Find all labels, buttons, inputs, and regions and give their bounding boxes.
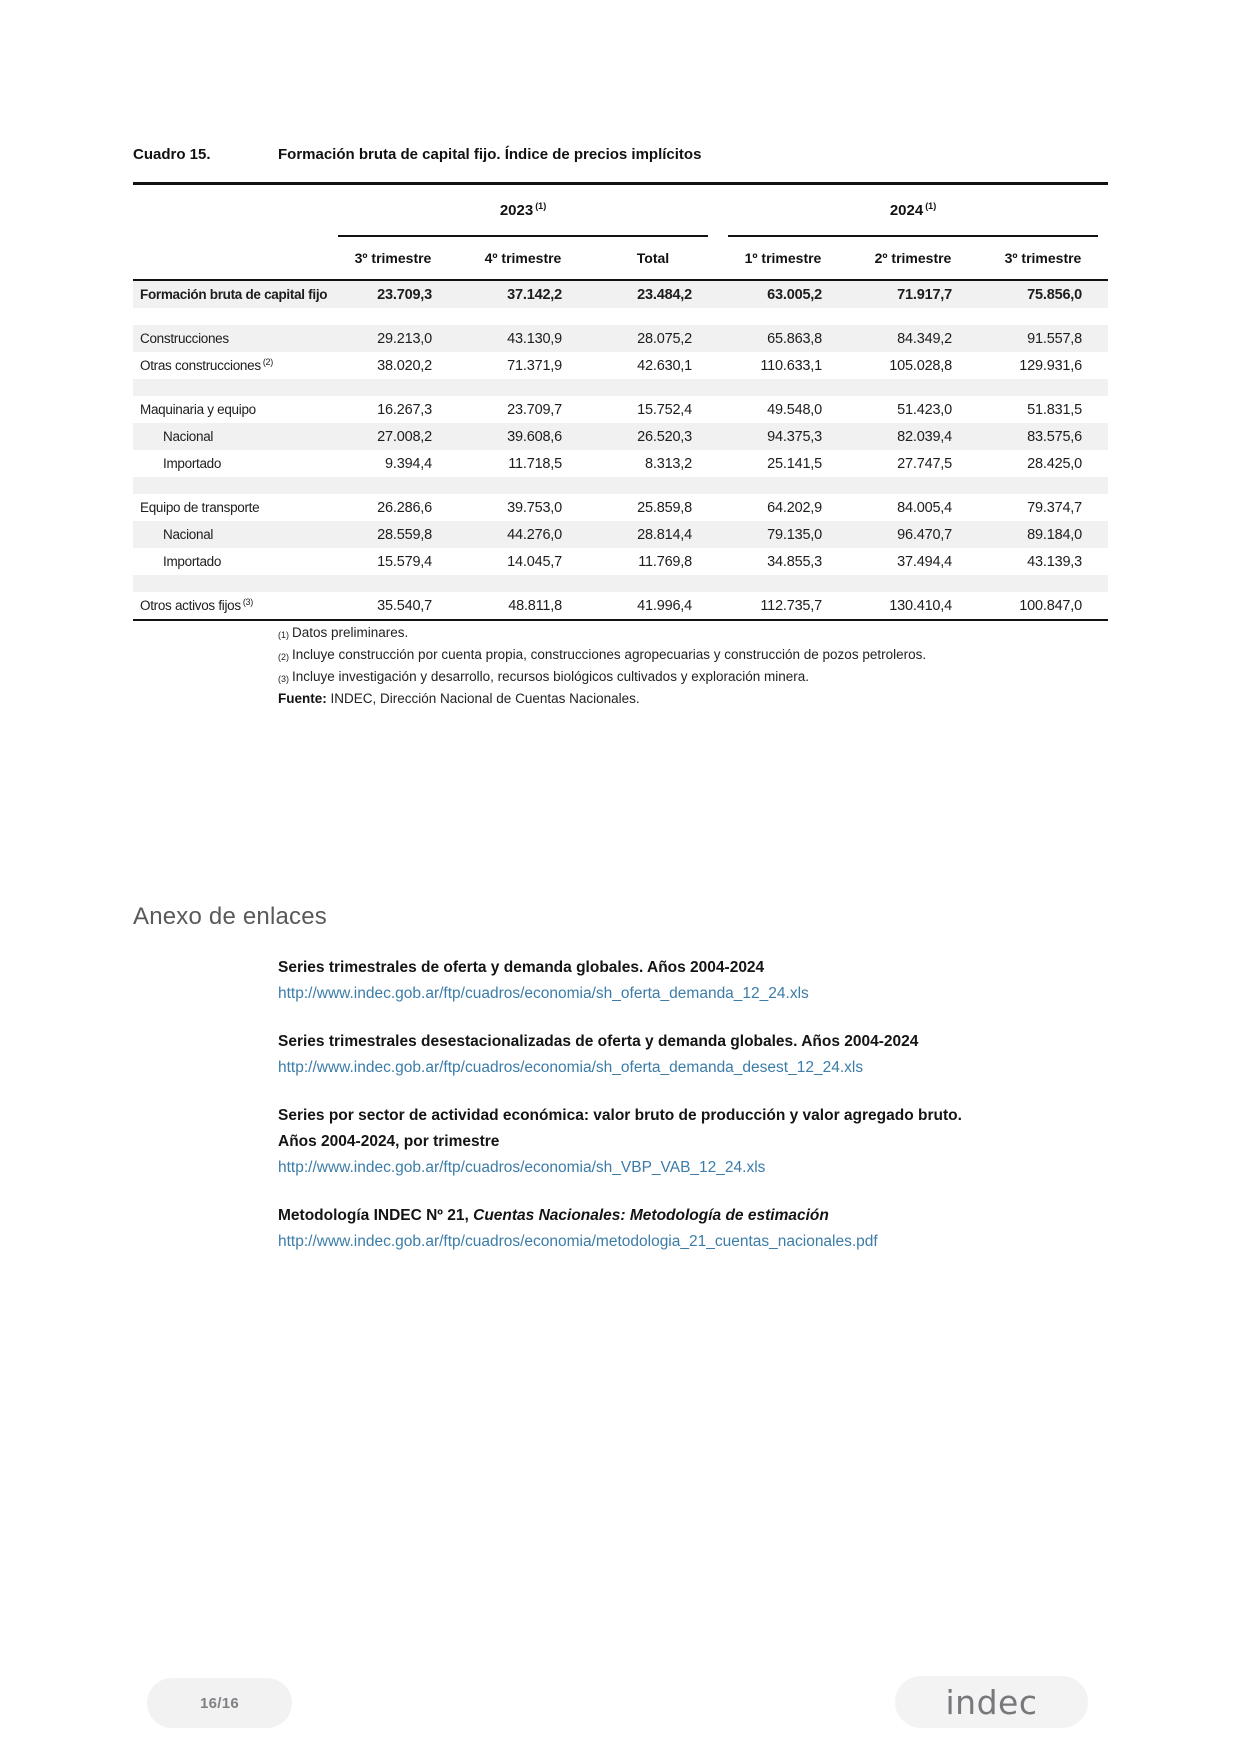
cell-value: 27.747,5 [897,455,952,472]
cell-value: 91.557,8 [1027,330,1082,347]
column-header: 3º trimestre [354,250,432,266]
row-label: Formación bruta de capital fijo [140,287,328,302]
cell-value: 42.630,1 [637,357,692,374]
cell-value: 34.855,3 [767,553,822,570]
cell-value: 94.375,3 [767,428,822,445]
cell-value: 89.184,0 [1027,526,1082,543]
spacer-row [133,575,1108,592]
cell-value: 43.139,3 [1027,553,1082,570]
table-row [133,592,1108,619]
link-item [278,1029,1133,1081]
cell-value: 71.917,7 [897,286,952,303]
cell-value: 51.423,0 [897,401,952,418]
link-url[interactable]: http://www.indec.gob.ar/ftp/cuadros/economia/metodologia_21_cuentas_nacionales.pdf [278,1233,878,1250]
column-header: 3º trimestre [1004,250,1082,266]
year-corner [133,185,328,237]
table-header-row [133,237,1108,281]
cell-value: 110.633,1 [760,357,822,374]
link-title: Series por sector de actividad económica: valor bruto de producción y valor agregado bruto. [278,1107,962,1124]
indec-logo-badge [895,1676,1088,1728]
link-title-italic: Cuentas Nacionales: Metodología de estimación [473,1207,829,1224]
table-row [133,423,1108,450]
cell-value: 130.410,4 [889,597,952,614]
source-label: Fuente: [278,691,327,706]
table-row [133,352,1108,379]
spacer-row [133,477,1108,494]
row-label: Construcciones [140,331,229,346]
cell-value: 27.008,2 [377,428,432,445]
cell-value: 39.753,0 [507,499,562,516]
cell-value: 37.142,2 [507,286,562,303]
table-row [133,548,1108,575]
data-table [133,182,1108,621]
footnote-marker: (1) [278,630,289,640]
cell-value: 35.540,7 [377,597,432,614]
cell-value: 44.276,0 [507,526,562,543]
indec-logo: indec [945,1682,1038,1722]
cell-value: 49.548,0 [767,401,822,418]
cell-value: 71.371,9 [507,357,562,374]
row-label: Otros activos fijos (3) [140,596,253,613]
cell-value: 83.575,6 [1027,428,1082,445]
cell-value: 38.020,2 [377,357,432,374]
row-label: Maquinaria y equipo [140,402,256,417]
header-corner [133,237,328,279]
footnote-3: $^{(3)}$ Incluye investigación y desarrollo, recursos biológicos cultivados y exploración minera. [278,669,810,684]
link-item [278,1203,1133,1255]
cell-value: 28.075,2 [637,330,692,347]
row-label: Otras construcciones (2) [140,356,273,373]
cell-value: 82.039,4 [897,428,952,445]
cell-value: 28.814,4 [637,526,692,543]
cell-value: 25.141,5 [767,455,822,472]
cell-value: 9.394,4 [385,455,432,472]
link-title-prefix: Metodología INDEC Nº 21, [278,1207,474,1224]
cell-value: 28.559,8 [377,526,432,543]
cell-value: 37.494,4 [897,553,952,570]
cell-value: 23.709,7 [507,401,562,418]
annex-section [133,903,1133,1277]
cell-value: 43.130,9 [507,330,562,347]
spacer-row [133,379,1108,396]
cell-value: 14.045,7 [507,553,562,570]
table-title: Formación bruta de capital fijo. Índice de precios implícitos [278,146,702,163]
link-url[interactable]: http://www.indec.gob.ar/ftp/cuadros/economia/sh_oferta_demanda_desest_12_24.xls [278,1059,864,1076]
column-header: 1º trimestre [744,250,822,266]
cell-value: 16.267,3 [377,401,432,418]
footnote-1: $^{(1)}$ Datos preliminares. [278,625,409,640]
column-header: Total [636,250,670,266]
cell-value: 11.718,5 [508,455,562,472]
cell-value: 79.374,7 [1027,499,1082,516]
cell-value: 28.425,0 [1027,455,1082,472]
cell-value: 75.856,0 [1027,286,1082,303]
table-row [133,325,1108,352]
footnote-marker: (3) [278,674,289,684]
spacer-row [133,308,1108,325]
cell-value: 105.028,8 [889,357,952,374]
cell-value: 11.769,8 [638,553,692,570]
cell-value: 39.608,6 [507,428,562,445]
table-footnotes [278,622,926,710]
table-row [133,281,1108,308]
table-row [133,450,1108,477]
footnote-marker: (2) [278,652,289,662]
row-label: Nacional [163,527,214,542]
cell-value: 23.484,2 [637,286,692,303]
cell-value: 100.847,0 [1019,597,1082,614]
link-url[interactable]: http://www.indec.gob.ar/ftp/cuadros/economia/sh_oferta_demanda_12_24.xls [278,985,809,1002]
page-number: 16/16 [199,1694,240,1712]
cell-value: 26.286,6 [377,499,432,516]
year-group: 2024 (1) [728,185,1098,237]
row-label: Equipo de transporte [140,500,260,515]
cell-value: 79.135,0 [767,526,822,543]
cell-value: 41.996,4 [637,597,692,614]
cell-value: 8.313,2 [645,455,692,472]
link-title: Series trimestrales desestacionalizadas de oferta y demanda globales. Años 2004-2024 [278,1033,919,1050]
cell-value: 84.349,2 [897,330,952,347]
cell-value: 48.811,8 [508,597,562,614]
cell-value: 129.931,6 [1019,357,1082,374]
cell-value: 15.579,4 [377,553,432,570]
cell-value: 63.005,2 [767,286,822,303]
cell-value: 15.752,4 [637,401,692,418]
link-list [278,955,1133,1255]
annex-heading: Anexo de enlaces [133,903,328,930]
row-label: Nacional [163,429,214,444]
table-number: Cuadro 15. [133,146,211,163]
link-title-line2: Años 2004-2024, por trimestre [278,1133,500,1150]
column-header: 4º trimestre [484,250,562,266]
link-title: Series trimestrales de oferta y demanda globales. Años 2004-2024 [278,959,765,976]
column-header: 2º trimestre [874,250,952,266]
table-row [133,494,1108,521]
cell-value: 25.859,8 [637,499,692,516]
cell-value: 51.831,5 [1027,401,1082,418]
cell-value: 65.863,8 [767,330,822,347]
table-year-row [133,185,1108,237]
table-row [133,521,1108,548]
cell-value: 64.202,9 [767,499,822,516]
cell-value: 26.520,3 [637,428,692,445]
link-item [278,955,1133,1007]
cell-value: 23.709,3 [377,286,432,303]
cell-value: 84.005,4 [897,499,952,516]
year-group: 2023 (1) [338,185,708,237]
row-label: Importado [163,456,222,471]
row-label: Importado [163,554,222,569]
link-url[interactable]: http://www.indec.gob.ar/ftp/cuadros/economia/sh_VBP_VAB_12_24.xls [278,1159,766,1176]
cell-value: 112.735,7 [760,597,822,614]
table-caption [133,146,701,163]
link-title [278,1203,1133,1229]
table-row [133,396,1108,423]
cell-value: 96.470,7 [897,526,952,543]
source-line: Fuente: INDEC, Dirección Nacional de Cuentas Nacionales. [278,691,640,706]
link-item [278,1103,1133,1181]
footnote-2: $^{(2)}$ Incluye construcción por cuenta propia, construcciones agropecuarias y construcción de pozos petroleros. [278,647,927,662]
cell-value: 29.213,0 [377,330,432,347]
page-number-badge [147,1678,292,1728]
